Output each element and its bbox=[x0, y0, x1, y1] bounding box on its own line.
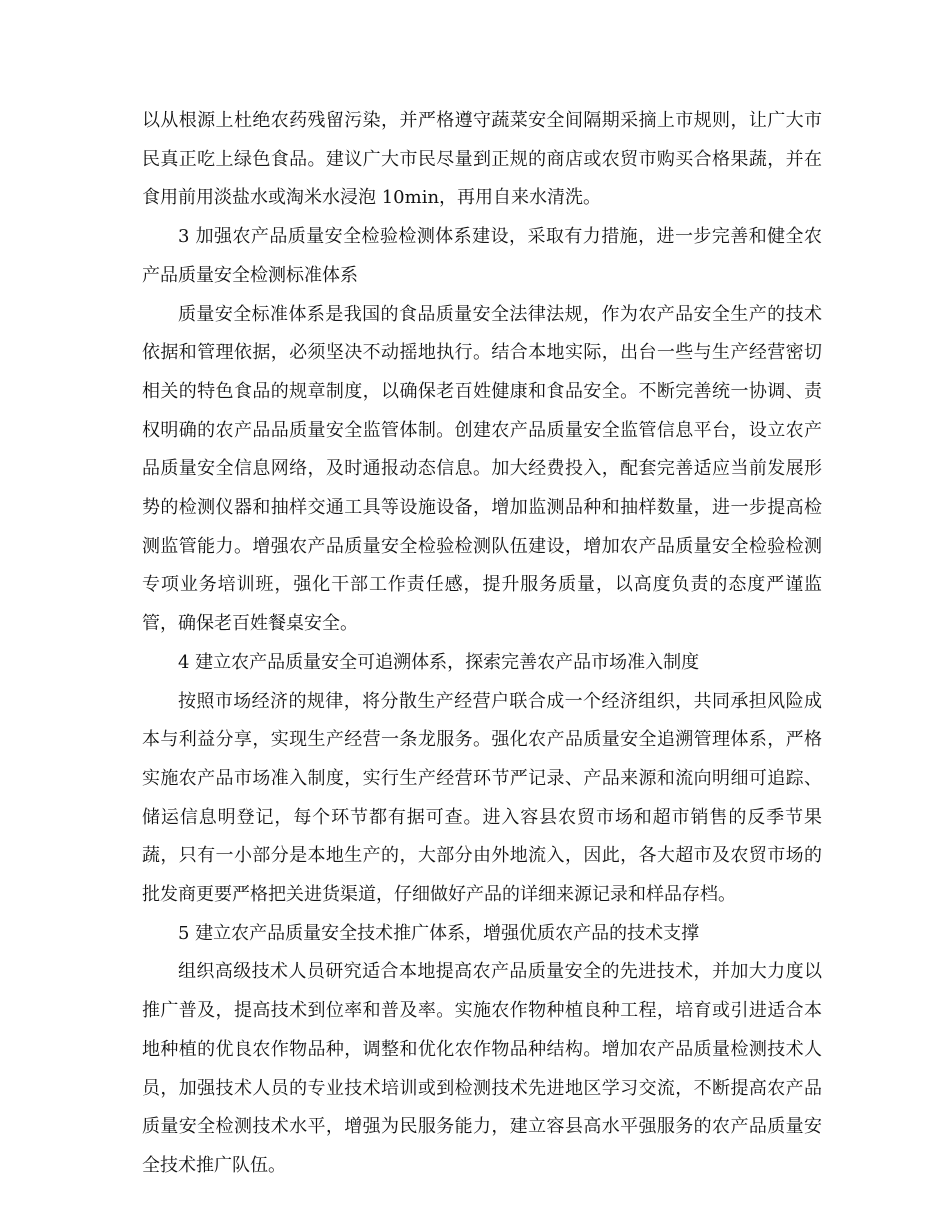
section-heading-5: 5 建立农产品质量安全技术推广体系，增强优质农产品的技术支撑 bbox=[178, 922, 700, 944]
body-paragraph-traceability: 按照市场经济的规律，将分散生产经营户联合成一个经济组织，共同承担风险成本与利益分享，实现生产经营一条龙服务。强化农产品质量安全追溯管理体系，严格实施农产品市场准入制度，实行生产经营环节严记录、产品来源和流向明细可追踪、储运信息明登记，每个环节都有据可查。进入容县农贸市场和超市销售的反季节果蔬，只有一小部分是本地生产的，大部分由外地流入，因此，各大超市及农贸市场的批发商更要严格把关进货渠道，仔细做好产品的详细来源记录和样品存档。 bbox=[142, 690, 822, 906]
document-page bbox=[142, 102, 822, 1186]
body-paragraph-standards: 质量安全标准体系是我国的食品质量安全法律法规，作为农产品安全生产的技术依据和管理依据，必须坚决不动摇地执行。结合本地实际，出台一些与生产经营密切相关的特色食品的规章制度，以确保老百姓健康和食品安全。不断完善统一协调、责权明确的农产品品质量安全监管体制。创建农产品质量安全监管信息平台，设立农产品质量安全信息网络，及时通报动态信息。加大经费投入，配套完善适应当前发展形势的检测仪器和抽样交通工具等设施设备，增加监测品种和抽样数量，进一步提高检测监管能力。增强农产品质量安全检验检测队伍建设，增加农产品质量安全检验检测专项业务培训班，强化干部工作责任感，提升服务质量，以高度负责的态度严谨监管，确保老百姓餐桌安全。 bbox=[142, 303, 822, 635]
body-paragraph-continued: 以从根源上杜绝农药残留污染，并严格遵守蔬菜安全间隔期采摘上市规则，让广大市民真正吃上绿色食品。建议广大市民尽量到正规的商店或农贸市购买合格果蔬，并在食用前用淡盐水或淘米水浸泡 10min，再用自来水清洗。 bbox=[142, 110, 822, 209]
section-heading-4: 4 建立农产品质量安全可追溯体系，探索完善农产品市场准入制度 bbox=[178, 651, 700, 673]
section-heading-3: 3 加强农产品质量安全检验检测体系建设，采取有力措施，进一步完善和健全农产品质量安全检测标准体系 bbox=[142, 226, 822, 286]
body-paragraph-technology: 组织高级技术人员研究适合本地提高农产品质量安全的先进技术，并加大力度以推广普及，提高技术到位率和普及率。实施农作物种植良种工程，培育或引进适合本地种植的优良农作物品种，调整和优化农作物品种结构。增加农产品质量检测技术人员，加强技术人员的专业技术培训或到检测技术先进地区学习交流，不断提高农产品质量安全检测技术水平，增强为民服务能力，建立容县高水平强服务的农产品质量安全技术推广队伍。 bbox=[142, 961, 822, 1176]
